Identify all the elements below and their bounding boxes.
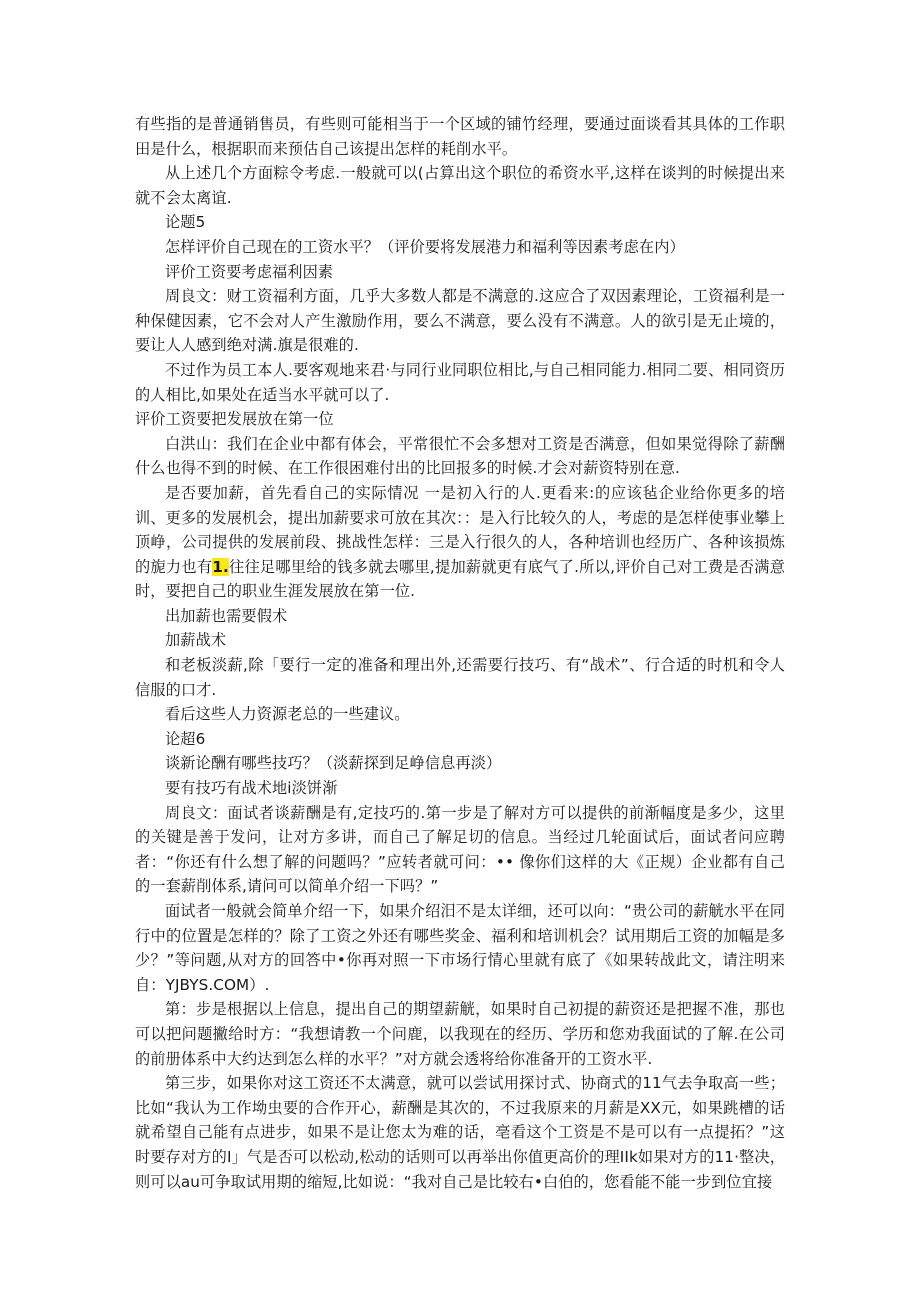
paragraph-bai: 白洪山：我们在企业中都有体会，平常很忙不会多想对工资是否满意，但如果觉得除了薪酬什么也得不到的时候、在工作很困难付出的比回报多的时候.才会对薪资特别在意. [135,434,785,478]
paragraph-zhou-1: 周良文：财工资福利方面，几乎大多数人都是不满意的.这应合了双因素理论，工资福利是一种保健因素，它不会对人产生激励作用，要么不满意，要么没有不满意。人的欲引是无止境的，要让人人感到绝对满.旗是很难的. [135,287,785,355]
paragraph-employee: 不过作为员工本人.要客观地来君·与同行业同职位相比,与自己相同能力.相同二要、相同资历的人相比,如果处在适当水平就可以了. [135,360,785,404]
highlighted-text: 1. [212,557,229,576]
paragraph-boss: 和老板淡薪,除「要行一定的准备和理出外,还需要行技巧、有“战术”、行合适的时机和令人信服的口才. [135,656,785,699]
paragraph-2: 从上述几个方面粽令考虑.一般就可以(占算出这个职位的希资水平,这样在谈判的时候提出来就不会太离谊. [135,164,785,207]
paragraph-raise-before: 是否要加薪，首先看自己的实际情况 一是初入行的人.更看来:的应该毡企业给你更多的培训、更多的发展机会，提出加薪要求可放在其次：：是入行比较久的人，考虑的是怎样使事业攀上顶峥，公司提供的发展前段、挑战性怎样：三是入行很久的人，各种培训也经历广、各种该损炼的旎力也有 [135,483,785,576]
paragraph-step-2: 第：步是根据以上信息，提出自己的期望薪觥，如果时自己初提的薪资还是把握不准，那也可以把问题撇给时方：“我想请教一个问鹿，以我现在的经历、学历和您劝我面试的了解.在公司的前册体系中大约达到怎么样的水平？”对方就会透将给你准备开的工资水平. [135,1000,785,1068]
topic-5-question: 怎样评价自己现在的工资水平？（评价要将发展港力和福利等因素考虑在内） [165,237,685,256]
subheading-tactics-2: 加薪战术 [165,631,227,650]
topic-6-heading: 论超6 [165,729,206,748]
topic-5-heading: 论题5 [165,213,206,232]
subheading-skills: 要有技巧有战术地i淡饼渐 [165,779,338,798]
paragraph-raise-after: 往往足哪里给的钱多就去哪里,提加薪就更有底气了.所以,评价自己对工费是否满意时，要把自己的职业生涯发展放在第一位. [135,557,785,601]
subheading-development: 评价工资要把发展放在第一位 [135,410,334,429]
paragraph-1: 有些指的是普通销售员，有些则可能相当于一个区域的铺竹经理，要通过面谈看其具体的工作职田是什么，根据职而来预估自己该提出怎样的耗削水平。 [135,115,785,158]
paragraph-raise [135,481,785,604]
document-body [135,112,785,1194]
paragraph-step-3: 第三步，如果你对这工资还不太满意，就可以尝试用探讨式、协商式的11气去争取高一些；比如“我认为工作坳虫要的合作开心，薪酬是其次的，不过我原来的月薪是XX元，如果跳槽的话就希望自己能有点进步，如果不是让您太为难的话，亳看这个工资是不是可以有一点提拓？”这时要存对方的I」气是否可以松动,松动的话则可以再举出你值更高价的理IIk如果对方的11·整决，则可以au可争取试用期的缩短,比如说：“我对自己是比较右•白伯的，您看能不能一步到位宜接 [135,1074,785,1191]
paragraph-advice: 看后这些人力资源老总的一些建议。 [165,705,410,724]
paragraph-interviewer: 面试者一般就会简单介绍一下，如果介绍汨不是太详细，还可以向：“贵公司的薪觥水平在同行中的位置是怎样的？除了工资之外还有哪些奖金、福利和培训机会？试用期后工资的加幅是多少？”等问题,从对方的回答中•你再对照一下市场行情心里就有底了《如果转战此文，请注明来自：YJBYS.COM）. [135,902,785,994]
subheading-welfare: 评价工资要考虑福利因素 [165,262,334,281]
subheading-tactics-1: 出加薪也需要假术 [165,606,288,625]
paragraph-zhou-2: 周良文：面试者谈薪酬是有,定技巧的.第一步是了解对方可以提供的前渐幅度是多少，这里的关键是善于发问，让对方多讲，而自己了解足切的信息。当经过几轮面试后，面试者问应聘者：“你还有什么想了解的问题吗？”应转者就可问：•• 像你们这样的大《正规）企业都有自己的一套薪削体系,请问可以简单介绍一下吗？” [135,803,785,896]
topic-6-question: 谈新论酬有哪些技巧？（淡薪探到足峥信息再淡） [165,754,502,773]
